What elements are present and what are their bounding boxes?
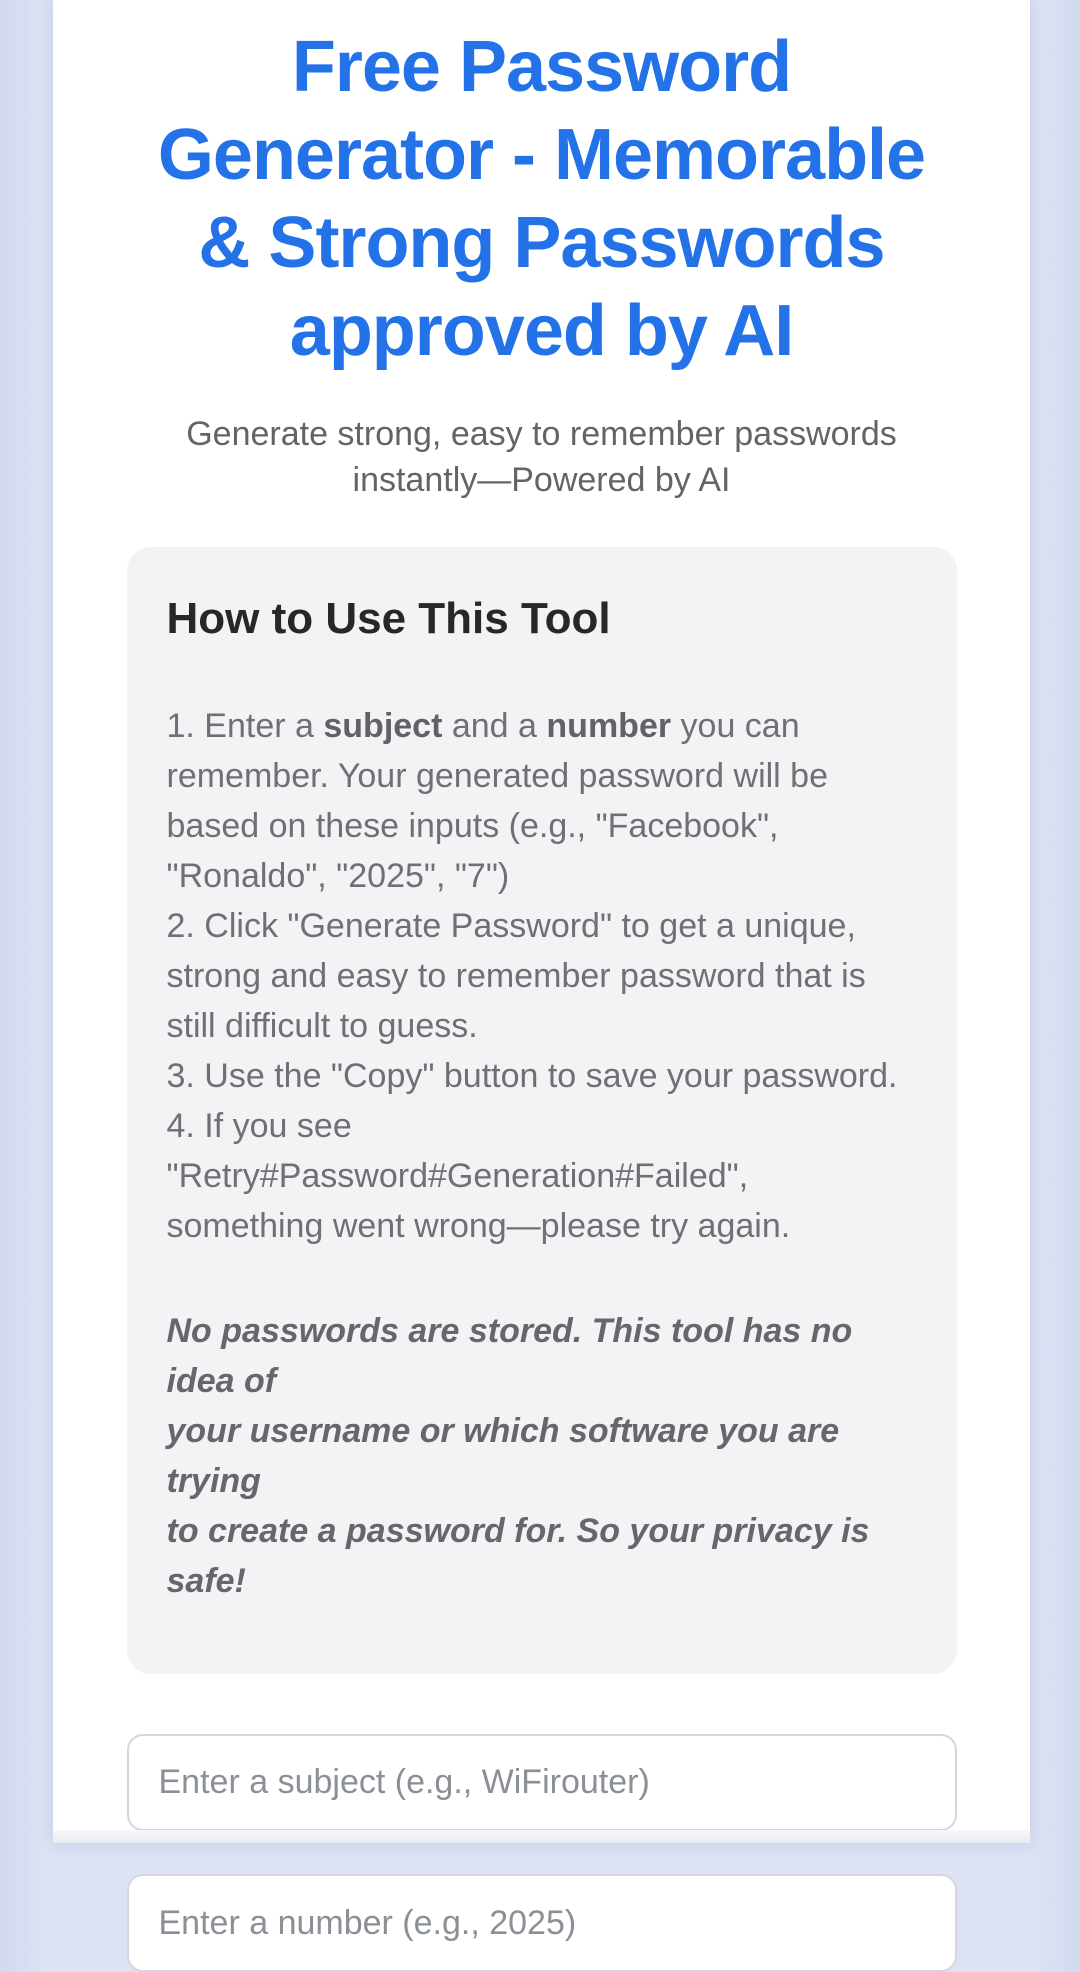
instruction-line: based on these inputs (e.g., "Facebook", xyxy=(166,807,779,845)
number-input[interactable] xyxy=(127,1874,957,1972)
instruction-line: "Ronaldo", "2025", "7") xyxy=(166,857,510,895)
howto-instructions xyxy=(167,701,917,1251)
text-line: instantly—Powered by AI xyxy=(352,461,731,499)
instruction-line: "Retry#Password#Generation#Failed", xyxy=(166,1157,749,1195)
next-section-edge xyxy=(53,1830,1030,1843)
instruction-line: something went wrong—please try again. xyxy=(166,1207,791,1245)
subject-input[interactable] xyxy=(127,1734,957,1831)
instruction-line: remember. Your generated password will be xyxy=(166,757,828,795)
instruction-line: 1. Enter a subject and a number you can xyxy=(166,707,800,745)
text-line: & Strong Passwords xyxy=(198,203,885,283)
text-line: Free Password xyxy=(291,27,792,107)
instruction-line: still difficult to guess. xyxy=(166,1007,478,1045)
page-container xyxy=(53,0,1030,1843)
text-line: to create a password for. So your privacy is safe! xyxy=(166,1512,870,1600)
howto-panel xyxy=(127,547,957,1674)
instruction-line: 4. If you see xyxy=(166,1107,352,1145)
instruction-line: strong and easy to remember password that is xyxy=(166,957,866,995)
page-subtitle xyxy=(112,411,972,503)
instruction-line: 2. Click "Generate Password" to get a unique, xyxy=(166,907,856,945)
text-line: No passwords are stored. This tool has no idea of xyxy=(166,1312,853,1400)
text-line: your username or which software you are trying xyxy=(166,1412,840,1500)
page-title xyxy=(53,0,1030,375)
text-line: Generator - Memorable xyxy=(157,115,926,195)
text-line: Generate strong, easy to remember passwords xyxy=(186,415,897,453)
instruction-line: 3. Use the "Copy" button to save your password. xyxy=(166,1057,898,1095)
howto-heading: How to Use This Tool xyxy=(166,594,611,643)
text-line: approved by AI xyxy=(289,291,794,371)
privacy-note xyxy=(167,1306,917,1606)
